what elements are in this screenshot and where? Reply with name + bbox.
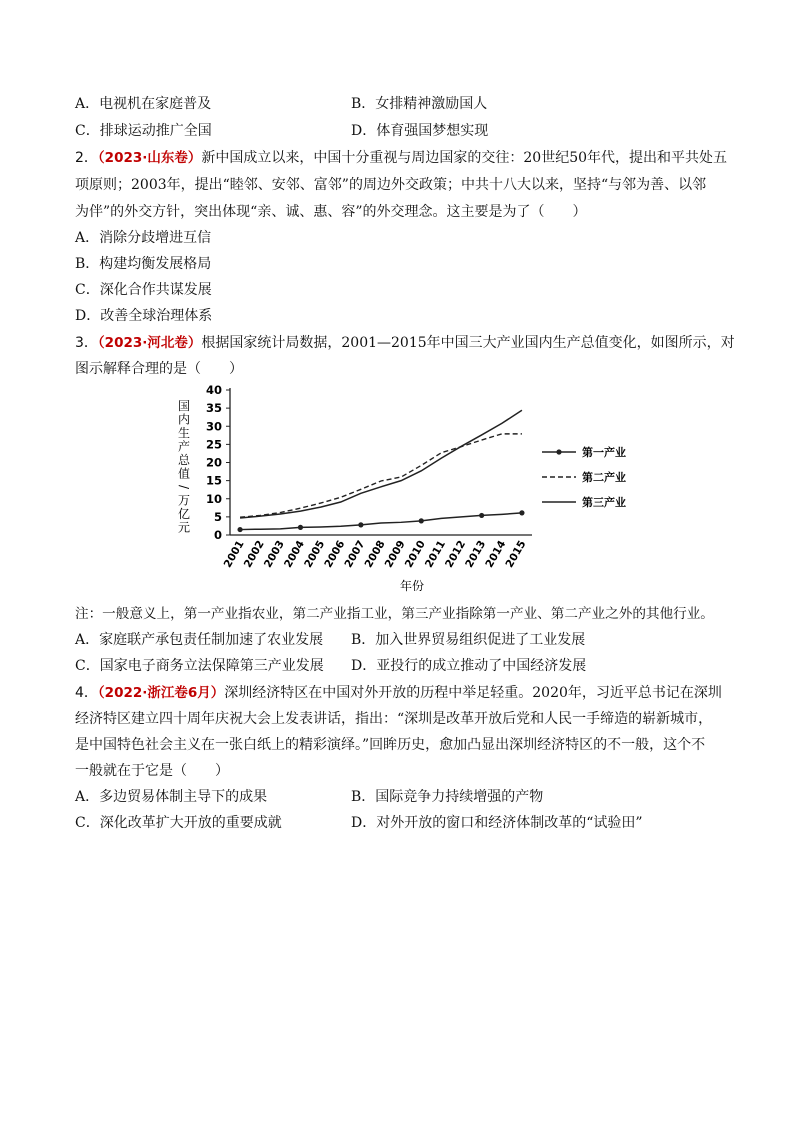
q3-text: 根据国家统计局数据，2001—2015年中国三大产业国内生产总值变化，如图所示，对 — [201, 335, 735, 351]
series-line-2 — [240, 434, 522, 517]
q4-number: 4． — [75, 685, 98, 701]
y-tick-label: 15 — [205, 473, 222, 488]
y-axis-label-char: 产 — [177, 439, 191, 454]
y-axis-label-char: 亿 — [177, 507, 191, 521]
x-tick-label: 2004 — [282, 538, 308, 570]
y-axis-label-char: / — [177, 484, 191, 490]
data-point — [237, 527, 242, 532]
q4-option-d[interactable]: D．对外开放的窗口和经济体制改革的“试验田” — [351, 815, 643, 831]
x-tick-label: 2005 — [302, 538, 328, 570]
legend-dot — [556, 449, 561, 454]
x-tick-label: 2002 — [241, 538, 267, 570]
q2-stem-line3: 为伴”的外交方针，突出体现“亲、诚、惠、容”的外交理念。这主要是为了（ ） — [75, 204, 587, 220]
y-tick-label: 30 — [205, 419, 222, 434]
x-tick-labels — [222, 539, 529, 570]
gdp-line-chart — [170, 380, 640, 595]
x-tick-label: 2008 — [362, 538, 388, 570]
data-point — [519, 510, 524, 515]
q3-number: 3． — [75, 335, 98, 351]
y-tick-label: 0 — [213, 528, 222, 542]
data-point — [479, 513, 484, 518]
q3-option-a[interactable]: A．家庭联产承包责任制加速了农业发展 — [75, 632, 324, 648]
q4-option-b[interactable]: B．国际竞争力持续增强的产物 — [351, 789, 544, 805]
x-tick-label: 2007 — [342, 538, 368, 570]
q4-stem-line4: 一般就在于它是（ ） — [75, 763, 229, 779]
y-tick-label: 40 — [205, 383, 222, 397]
x-tick-label: 2011 — [422, 538, 448, 570]
x-axis-label: 年份 — [399, 579, 425, 593]
q2-number: 2． — [75, 150, 98, 166]
y-axis-label-char: 元 — [177, 520, 191, 535]
y-tick-label: 5 — [213, 509, 222, 524]
y-tick-label: 35 — [205, 401, 222, 416]
legend-label: 第一产业 — [582, 446, 626, 459]
y-tick-labels — [206, 383, 230, 542]
y-axis-label-char: 生 — [177, 426, 191, 440]
q4-text: 深圳经济特区在中国对外开放的历程中举足轻重。2020年，习近平总书记在深圳 — [224, 685, 722, 701]
legend-label: 第三产业 — [582, 496, 626, 509]
q3-stem-line1 — [75, 333, 735, 353]
q3-stem-line2: 图示解释合理的是（ ） — [75, 361, 243, 377]
series-line-3 — [240, 410, 522, 518]
y-axis-label-char: 万 — [177, 493, 191, 508]
q1-option-b[interactable]: B．女排精神激励国人 — [351, 96, 488, 112]
series-lines — [237, 410, 524, 532]
q4-stem-line2: 经济特区建立四十周年庆祝大会上发表讲话，指出：“深圳是改革开放后党和人民一手缔造的崭新城市， — [75, 711, 713, 727]
q1-option-d[interactable]: D．体育强国梦想实现 — [351, 123, 489, 139]
y-axis-label-char: 值 — [177, 466, 191, 481]
q2-text: 新中国成立以来，中国十分重视与周边国家的交往：20世纪50年代，提出和平共处五 — [201, 150, 728, 166]
y-axis-label-char: 总 — [177, 453, 191, 467]
y-axis-label-char: 国 — [177, 399, 191, 413]
q1-option-c[interactable]: C．排球运动推广全国 — [75, 123, 212, 139]
q4-source: （2022·浙江卷6月） — [97, 685, 225, 701]
q2-stem-line1 — [75, 148, 727, 168]
q2-source: （2023·山东卷） — [97, 150, 202, 166]
q2-option-b[interactable]: B．构建均衡发展格局 — [75, 256, 212, 272]
q3-source: （2023·河北卷） — [97, 335, 202, 351]
x-tick-label: 2013 — [463, 538, 489, 570]
legend-label: 第二产业 — [582, 471, 626, 484]
x-tick-label: 2009 — [382, 538, 408, 570]
q2-option-d[interactable]: D．改善全球治理体系 — [75, 308, 213, 324]
y-tick-label: 20 — [205, 455, 222, 470]
y-axis-label — [177, 399, 191, 535]
q3-option-b[interactable]: B．加入世界贸易组织促进了工业发展 — [351, 632, 586, 648]
y-axis-label-char: 内 — [177, 412, 191, 427]
data-point — [358, 522, 363, 527]
x-tick-label: 2003 — [261, 538, 287, 570]
q4-option-a[interactable]: A．多边贸易体制主导下的成果 — [75, 789, 268, 805]
x-tick-label: 2014 — [483, 538, 509, 570]
x-tick-label: 2001 — [221, 538, 247, 570]
q4-option-c[interactable]: C．深化改革扩大开放的重要成就 — [75, 815, 282, 831]
q4-stem-line3: 是中国特色社会主义在一张白纸上的精彩演绎。”回眸历史，愈加凸显出深圳经济特区的不一般，这个不 — [75, 737, 706, 753]
q3-option-c[interactable]: C．国家电子商务立法保障第三产业发展 — [75, 658, 324, 674]
y-tick-label: 10 — [205, 491, 222, 506]
q2-option-c[interactable]: C．深化合作共谋发展 — [75, 282, 212, 298]
data-point — [419, 518, 424, 523]
q1-option-a[interactable]: A．电视机在家庭普及 — [75, 96, 212, 112]
x-tick-label: 2010 — [402, 538, 428, 570]
q3-option-d[interactable]: D．亚投行的成立推动了中国经济发展 — [351, 658, 587, 674]
q2-stem-line2: 项原则；2003年，提出“睦邻、安邻、富邻”的周边外交政策；中共十八大以来，坚持“与邻为善、以邻 — [75, 177, 707, 193]
q4-stem-line1 — [75, 683, 722, 703]
data-point — [298, 525, 303, 530]
y-tick-label: 25 — [205, 437, 222, 452]
x-tick-label: 2012 — [443, 538, 469, 570]
chart-legend — [542, 445, 626, 509]
x-tick-label: 2015 — [503, 538, 529, 570]
q3-note: 注：一般意义上，第一产业指农业，第二产业指工业，第三产业指除第一产业、第二产业之外的其他行业。 — [75, 606, 714, 622]
x-tick-label: 2006 — [322, 538, 348, 570]
q2-option-a[interactable]: A．消除分歧增进互信 — [75, 230, 212, 246]
